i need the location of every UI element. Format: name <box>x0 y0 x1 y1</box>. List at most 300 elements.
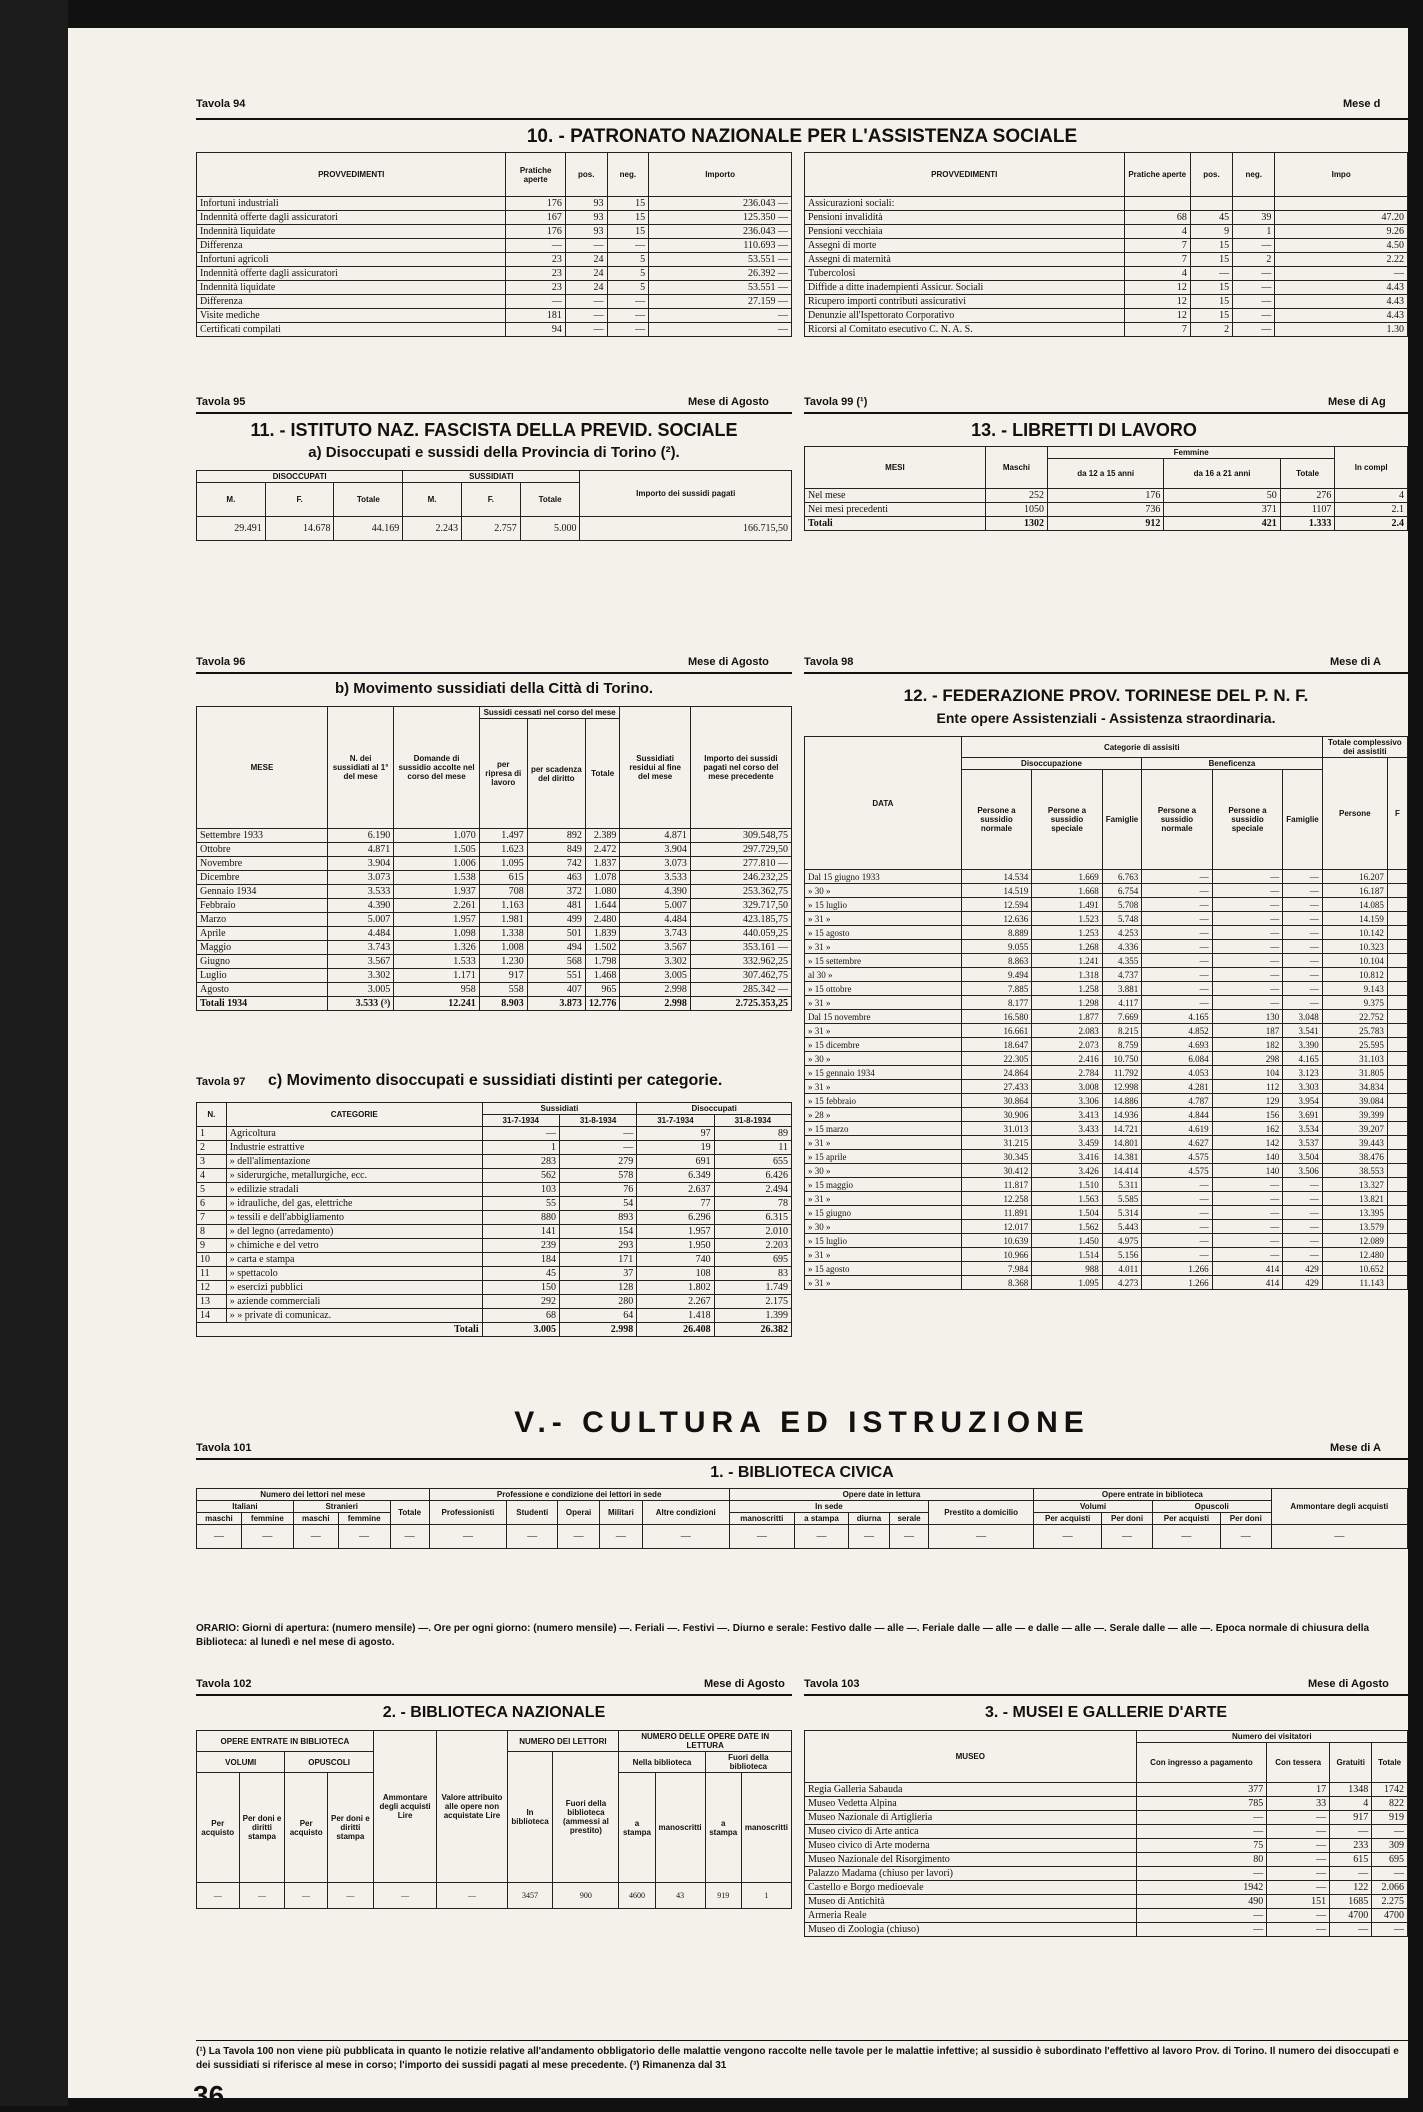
table-cell: 1302 <box>985 517 1047 531</box>
table-row <box>197 829 792 843</box>
th-cessati: Sussidi cessati nel corso del mese <box>479 707 620 719</box>
table-cell: 13.395 <box>1322 1206 1387 1220</box>
table-cell <box>1387 884 1407 898</box>
table-cell: — <box>1283 898 1322 912</box>
th-fuori-della: Fuori della biblioteca <box>705 1752 791 1773</box>
table-cell: — <box>437 1883 507 1909</box>
table-row <box>197 1309 792 1323</box>
table-cell: 2.784 <box>1032 1066 1103 1080</box>
section-13-title: 13. - LIBRETTI DI LAVORO <box>971 420 1197 440</box>
table-cell: 94 <box>506 323 566 337</box>
table-cell: 38.553 <box>1322 1164 1387 1178</box>
table-cell: 655 <box>714 1155 791 1169</box>
th-opuscoli: Opuscoli <box>1152 1501 1271 1513</box>
table-cell: 3.005 <box>482 1323 559 1337</box>
table-cell: 104 <box>1212 1066 1283 1080</box>
table-cell: 2.416 <box>1032 1052 1103 1066</box>
table-cell: 1.171 <box>394 969 480 983</box>
section-11-title: 11. - ISTITUTO NAZ. FASCISTA DELLA PREVID. SOCIALE <box>250 420 738 440</box>
table-cell: 494 <box>527 941 585 955</box>
table-cell: 2.073 <box>1032 1038 1103 1052</box>
table-cell: — <box>482 1127 559 1141</box>
table-cell: 958 <box>394 983 480 997</box>
table-cell: 6.084 <box>1142 1052 1212 1066</box>
table-cell: 93 <box>565 225 607 239</box>
table-cell: » carta e stampa <box>226 1253 482 1267</box>
table-cell: 12.998 <box>1102 1080 1141 1094</box>
table-cell: 76 <box>559 1183 636 1197</box>
table-cell: — <box>1142 1248 1212 1262</box>
table-cell: Agricoltura <box>226 1127 482 1141</box>
table-cell: — <box>1142 1178 1212 1192</box>
table-cell: 9.26 <box>1275 225 1408 239</box>
table-cell: 14 <box>197 1309 227 1323</box>
table-cell: 5.708 <box>1102 898 1141 912</box>
th-stranieri: Stranieri <box>293 1501 390 1513</box>
tavola-101-mese: Mese di A <box>1330 1442 1381 1454</box>
table-cell: 167 <box>506 211 566 225</box>
table-cell: 3.506 <box>1283 1164 1322 1178</box>
table-cell: 10.142 <box>1322 926 1387 940</box>
table-cell: 14.381 <box>1102 1150 1141 1164</box>
table-cell <box>1387 1010 1407 1024</box>
table-cell: 14.721 <box>1102 1122 1141 1136</box>
tavola-95-label: Tavola 95 <box>196 396 246 408</box>
table-cell: — <box>607 323 649 337</box>
table-cell: 892 <box>527 829 585 843</box>
table-row <box>197 1211 792 1225</box>
table-cell: 2.725.353,25 <box>690 997 791 1011</box>
table-cell: Aprile <box>197 927 328 941</box>
table-row <box>197 1169 792 1183</box>
table-cell <box>1387 1052 1407 1066</box>
table-cell: 4.355 <box>1102 954 1141 968</box>
table-cell: 4700 <box>1372 1909 1408 1923</box>
table-cell: 1.669 <box>1032 870 1103 884</box>
table-cell: 12.594 <box>961 898 1031 912</box>
table-cell: 2 <box>1233 253 1275 267</box>
table-cell: 53.551 — <box>649 281 792 295</box>
table-cell: 10.750 <box>1102 1052 1141 1066</box>
table-cell: — <box>239 1883 285 1909</box>
table-row <box>805 926 1408 940</box>
table-cell: 14.085 <box>1322 898 1387 912</box>
table-cell: Museo di Antichità <box>805 1895 1137 1909</box>
tavola-103-table <box>804 1730 1408 1937</box>
th-totale-complessivo: Totale complessivo dei assistiti <box>1322 737 1407 758</box>
table-cell: 499 <box>527 913 585 927</box>
table-cell: 2.066 <box>1372 1881 1408 1895</box>
table-cell: 23 <box>506 281 566 295</box>
th-ripresa: per ripresa di lavoro <box>479 719 527 829</box>
table-cell: 10.104 <box>1322 954 1387 968</box>
table-cell: 12 <box>197 1281 227 1295</box>
table-cell: 276 <box>1280 489 1335 503</box>
table-cell: — <box>565 309 607 323</box>
table-cell: 3.533 (³) <box>327 997 393 1011</box>
table-cell <box>1387 1150 1407 1164</box>
table-cell <box>1275 197 1408 211</box>
table-cell: 912 <box>1048 517 1164 531</box>
th-f: F. <box>265 483 334 517</box>
table-cell: Museo civico di Arte moderna <box>805 1839 1137 1853</box>
table-cell: » tessili e dell'abbigliamento <box>226 1211 482 1225</box>
table-cell: 14.534 <box>961 870 1031 884</box>
table-row <box>197 1883 792 1909</box>
table-cell: 2.4 <box>1335 517 1408 531</box>
document-page <box>68 28 1408 2098</box>
th-f-it: femmine <box>241 1513 293 1525</box>
table-cell: Totali 1934 <box>197 997 328 1011</box>
table-cell: 4.871 <box>620 829 690 843</box>
table-cell: 246.232,25 <box>690 871 791 885</box>
table-cell: — <box>1212 898 1283 912</box>
table-cell: 1348 <box>1330 1783 1372 1797</box>
table-cell: — <box>506 239 566 253</box>
table-row <box>805 281 1408 295</box>
table-cell: 1.623 <box>479 843 527 857</box>
table-cell: 39.443 <box>1322 1136 1387 1150</box>
table-cell: 2.637 <box>637 1183 714 1197</box>
th-m: M. <box>197 483 266 517</box>
table-cell: 162 <box>1212 1122 1283 1136</box>
table-cell: 4.390 <box>620 885 690 899</box>
table-cell: — <box>1142 940 1212 954</box>
table-cell: Indennità offerte dagli assicuratori <box>197 211 506 225</box>
table-cell <box>1387 1066 1407 1080</box>
table-cell: 893 <box>559 1211 636 1225</box>
table-cell: 440.059,25 <box>690 927 791 941</box>
table-cell: Ottobre <box>197 843 328 857</box>
table-cell: 7 <box>197 1211 227 1225</box>
table-cell: 1.523 <box>1032 912 1103 926</box>
table-cell: 54 <box>559 1197 636 1211</box>
table-cell: 4.975 <box>1102 1234 1141 1248</box>
table-cell: Pensioni invalidità <box>805 211 1125 225</box>
table-cell: 1.957 <box>637 1225 714 1239</box>
th-pos-r: pos. <box>1190 153 1232 197</box>
table-cell: 1.098 <box>394 927 480 941</box>
th-femmine: Femmine <box>1048 447 1335 459</box>
table-cell: 1 <box>482 1141 559 1155</box>
table-cell: 140 <box>1212 1164 1283 1178</box>
table-cell: 562 <box>482 1169 559 1183</box>
table-row <box>805 1150 1408 1164</box>
table-cell <box>1387 1262 1407 1276</box>
table-cell: — <box>1220 1525 1271 1549</box>
table-row <box>197 1127 792 1141</box>
table-cell: — <box>849 1525 890 1549</box>
table-cell: » spettacolo <box>226 1267 482 1281</box>
table-cell: 568 <box>527 955 585 969</box>
table-cell: Infortuni industriali <box>197 197 506 211</box>
table-row <box>805 295 1408 309</box>
table-cell: 4.737 <box>1102 968 1141 982</box>
table-cell: — <box>1330 1867 1372 1881</box>
table-cell: 30.906 <box>961 1108 1031 1122</box>
table-cell: 26.392 — <box>649 267 792 281</box>
table-row <box>197 197 792 211</box>
table-cell: 1.30 <box>1275 323 1408 337</box>
th-mesi: MESI <box>805 447 986 489</box>
table-cell: 24 <box>565 267 607 281</box>
th-totale-musei: Totale <box>1372 1743 1408 1783</box>
table-cell: 7 <box>1124 323 1190 337</box>
table-row <box>197 309 792 323</box>
table-cell: — <box>1283 940 1322 954</box>
table-cell: 736 <box>1048 503 1164 517</box>
table-row <box>805 1164 1408 1178</box>
table-row <box>805 1262 1408 1276</box>
table-cell: 2.389 <box>585 829 620 843</box>
table-cell: — <box>1136 1909 1267 1923</box>
section-v-title: V.- CULTURA ED ISTRUZIONE <box>514 1406 1090 1439</box>
table-cell: — <box>1142 884 1212 898</box>
table-row <box>197 211 792 225</box>
table-row <box>197 885 792 899</box>
table-cell: Museo Nazionale del Risorgimento <box>805 1853 1137 1867</box>
table-cell <box>1387 1192 1407 1206</box>
table-cell: 4 <box>1124 225 1190 239</box>
table-cell <box>1124 197 1190 211</box>
table-cell: 187 <box>1212 1024 1283 1038</box>
table-cell: 8.863 <box>961 954 1031 968</box>
table-cell: 3.426 <box>1032 1164 1103 1178</box>
th-totale-cessati: Totale <box>585 719 620 829</box>
table-cell: — <box>1142 898 1212 912</box>
table-cell: 2.267 <box>637 1295 714 1309</box>
table-cell: » 31 » <box>805 940 962 954</box>
table-row <box>197 1281 792 1295</box>
table-cell: — <box>1275 267 1408 281</box>
table-cell: 615 <box>1330 1853 1372 1867</box>
table-row <box>805 1108 1408 1122</box>
table-cell: 490 <box>1136 1895 1267 1909</box>
table-cell: 2.998 <box>620 983 690 997</box>
table-cell: 3.048 <box>1283 1010 1322 1024</box>
th-diurna: diurna <box>849 1513 890 1525</box>
table-row <box>197 983 792 997</box>
table-cell: 25.783 <box>1322 1024 1387 1038</box>
table-cell: 5 <box>607 253 649 267</box>
table-cell: 45 <box>1190 211 1232 225</box>
table-cell: 10.966 <box>961 1248 1031 1262</box>
th-m-st: maschi <box>293 1513 338 1525</box>
table-cell: 10.323 <box>1322 940 1387 954</box>
th-pd2: Per doni e diritti stampa <box>327 1773 373 1883</box>
table-cell: 5.443 <box>1102 1220 1141 1234</box>
table-row <box>805 1122 1408 1136</box>
table-cell: — <box>565 295 607 309</box>
tavola-99-label: Tavola 99 (¹) <box>804 396 868 408</box>
table-cell: 1.505 <box>394 843 480 857</box>
table-cell: 283 <box>482 1155 559 1169</box>
table-cell: 3.303 <box>1283 1080 1322 1094</box>
table-cell: » 15 agosto <box>805 1262 962 1276</box>
table-cell: 34.834 <box>1322 1080 1387 1094</box>
table-cell: » 30 » <box>805 1164 962 1178</box>
table-cell: 3.533 <box>327 885 393 899</box>
table-cell: 27.159 — <box>649 295 792 309</box>
table-cell: » edilizie stradali <box>226 1183 482 1197</box>
th-numero-visitatori: Numero dei visitatori <box>1136 1731 1407 1743</box>
table-cell: 5.748 <box>1102 912 1141 926</box>
table-row <box>805 1234 1408 1248</box>
table-cell <box>1387 1038 1407 1052</box>
table-cell: — <box>642 1525 729 1549</box>
table-cell: 14.414 <box>1102 1164 1141 1178</box>
table-cell: Museo Nazionale di Artiglieria <box>805 1811 1137 1825</box>
table-cell: 13.821 <box>1322 1192 1387 1206</box>
table-cell: 151 <box>1267 1895 1330 1909</box>
table-cell: 129 <box>1212 1094 1283 1108</box>
table-row <box>197 843 792 857</box>
table-row <box>805 225 1408 239</box>
table-cell: 4.43 <box>1275 281 1408 295</box>
table-cell: 293 <box>559 1239 636 1253</box>
table-cell: 30.345 <box>961 1150 1031 1164</box>
tavola-102-table <box>196 1730 792 1909</box>
table-cell: — <box>1136 1923 1267 1937</box>
table-cell: — <box>649 309 792 323</box>
table-cell: 16.580 <box>961 1010 1031 1024</box>
table-row <box>805 1881 1408 1895</box>
table-cell: 1 <box>741 1883 791 1909</box>
table-cell: Palazzo Madama (chiuso per lavori) <box>805 1867 1137 1881</box>
table-cell: 10.812 <box>1322 968 1387 982</box>
th-disoccupati: DISOCCUPATI <box>197 471 403 483</box>
table-row <box>805 1783 1408 1797</box>
th-mese: MESE <box>197 707 328 829</box>
table-cell: — <box>649 323 792 337</box>
scan-dark-edge <box>0 0 68 2106</box>
section-10-left-table <box>196 152 792 337</box>
tavola-96-table <box>196 706 792 1011</box>
table-cell: 1.268 <box>1032 940 1103 954</box>
th-pa1: Per acquisto <box>197 1773 240 1883</box>
table-cell: 112 <box>1212 1080 1283 1094</box>
th-manoscritti: manoscritti <box>729 1513 794 1525</box>
th-italiani: Italiani <box>197 1501 294 1513</box>
table-cell: 481 <box>527 899 585 913</box>
table-cell: 1942 <box>1136 1881 1267 1895</box>
table-cell: 11.817 <box>961 1178 1031 1192</box>
table-cell: 501 <box>527 927 585 941</box>
table-row <box>197 281 792 295</box>
table-cell <box>1387 1206 1407 1220</box>
table-cell: 1.095 <box>479 857 527 871</box>
table-cell: 233 <box>1330 1839 1372 1853</box>
table-row <box>197 1197 792 1211</box>
table-cell: 4.43 <box>1275 309 1408 323</box>
table-cell: 919 <box>705 1883 741 1909</box>
table-cell: 33 <box>1267 1797 1330 1811</box>
table-cell: 4.575 <box>1142 1150 1212 1164</box>
th-professionisti: Professionisti <box>429 1501 507 1525</box>
table-cell: 13.327 <box>1322 1178 1387 1192</box>
th-disoccupati-97: Disoccupati <box>637 1103 792 1115</box>
table-cell <box>1387 1122 1407 1136</box>
table-cell <box>1387 954 1407 968</box>
table-cell: 12.776 <box>585 997 620 1011</box>
table-row <box>805 1080 1408 1094</box>
th-neg-r: neg. <box>1233 153 1275 197</box>
table-cell: — <box>889 1525 928 1549</box>
th-numero-lettori-bn: NUMERO DEI LETTORI <box>507 1731 619 1752</box>
table-cell: — <box>1142 1234 1212 1248</box>
tavola-102-mese: Mese di Agosto <box>704 1678 785 1690</box>
table-cell: 3.459 <box>1032 1136 1103 1150</box>
table-cell: » 31 » <box>805 912 962 926</box>
table-cell: — <box>565 323 607 337</box>
table-cell: — <box>1283 982 1322 996</box>
th-scadenza: per scadenza del diritto <box>527 719 585 829</box>
table-cell: — <box>607 295 649 309</box>
table-cell: 3.413 <box>1032 1108 1103 1122</box>
table-cell: — <box>1283 926 1322 940</box>
table-cell: Ricupero importi contributi assicurativi <box>805 295 1125 309</box>
table-row <box>197 1225 792 1239</box>
table-cell: Museo civico di Arte antica <box>805 1825 1137 1839</box>
table-cell: — <box>929 1525 1034 1549</box>
th-in-biblioteca: In biblioteca <box>507 1752 553 1883</box>
table-cell: 15 <box>1190 295 1232 309</box>
table-cell: 2.480 <box>585 913 620 927</box>
table-cell: 97 <box>637 1127 714 1141</box>
table-cell: 3.306 <box>1032 1094 1103 1108</box>
table-cell <box>1387 1108 1407 1122</box>
table-cell: 1.006 <box>394 857 480 871</box>
table-cell: 182 <box>1212 1038 1283 1052</box>
biblioteca-nazionale-title: 2. - BIBLIOTECA NAZIONALE <box>382 1704 606 1721</box>
table-cell: Infortuni agricoli <box>197 253 506 267</box>
table-cell: 1.266 <box>1142 1262 1212 1276</box>
table-cell: 578 <box>559 1169 636 1183</box>
table-cell: 31.103 <box>1322 1052 1387 1066</box>
table-cell: 1.241 <box>1032 954 1103 968</box>
table-cell: 26.408 <box>637 1323 714 1337</box>
table-cell: 353.161 — <box>690 941 791 955</box>
table-cell: — <box>1142 996 1212 1010</box>
th-16-21: da 16 a 21 anni <box>1164 459 1280 489</box>
table-cell: — <box>1142 1206 1212 1220</box>
table-cell: 31.013 <box>961 1122 1031 1136</box>
table-cell: 3.904 <box>620 843 690 857</box>
table-cell: Luglio <box>197 969 328 983</box>
table-cell: 15 <box>1190 309 1232 323</box>
table-cell: 22.305 <box>961 1052 1031 1066</box>
table-cell: 2.275 <box>1372 1895 1408 1909</box>
th-p-norm-b: Persone a sussidio normale <box>1142 770 1212 870</box>
table-cell: 23 <box>506 267 566 281</box>
table-cell: 1.950 <box>637 1239 714 1253</box>
table-row <box>197 253 792 267</box>
table-cell: 1.163 <box>479 899 527 913</box>
table-cell: 93 <box>565 211 607 225</box>
table-cell: 3.954 <box>1283 1094 1322 1108</box>
table-cell: 1.080 <box>585 885 620 899</box>
th-ammontare-bn: Ammontare degli acquisti Lire <box>373 1731 437 1883</box>
table-cell: — <box>197 1883 240 1909</box>
table-cell: 2.203 <box>714 1239 791 1253</box>
table-cell <box>1387 996 1407 1010</box>
table-cell: 83 <box>714 1267 791 1281</box>
table-cell: 125.350 — <box>649 211 792 225</box>
th-sussidiati-97: Sussidiati <box>482 1103 637 1115</box>
table-cell: — <box>559 1127 636 1141</box>
table-cell: 9.375 <box>1322 996 1387 1010</box>
table-cell: 5.314 <box>1102 1206 1141 1220</box>
